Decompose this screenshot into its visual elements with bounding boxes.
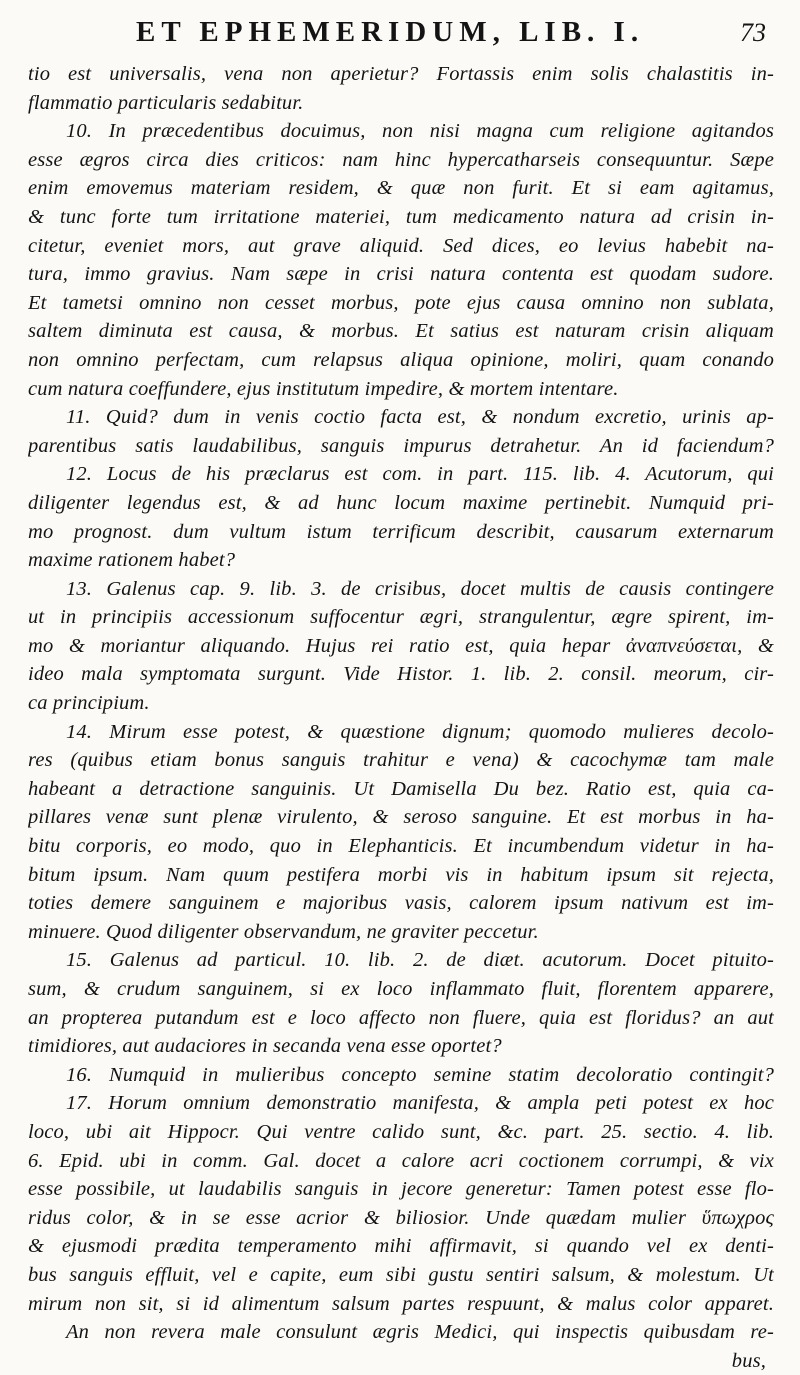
text-line: saltem diminuta est causa, & morbus. Et satius est naturam crisin aliquam: [28, 320, 774, 343]
section-13-start: 13. Galenus cap. 9. lib. 3. de crisibus, docet multis de causis contingere: [66, 577, 774, 600]
body-text: [28, 60, 774, 1375]
text-line: bitu corporis, eo modo, quo in Elephanticis. Et incumbendum videtur in ha-: [28, 835, 774, 858]
text-line: tio est universalis, vena non aperietur? Fortassis enim solis chalastitis in-: [28, 63, 774, 85]
text-line: parentibus satis laudabilibus, sanguis impurus detrahetur. An id faciendum?: [28, 434, 774, 457]
text-line: esse ægros circa dies criticos: nam hinc hypercatharseis consequuntur. Sæpe: [28, 148, 774, 171]
text-line: ut in principiis accessionum suffocentur ægri, strangulentur, ægre spirent, im-: [28, 606, 774, 629]
text-line: mo prognost. dum vultum istum terrificum describit, causarum externarum: [28, 520, 774, 543]
section-15-start: 15. Galenus ad particul. 10. lib. 2. de diæt. acutorum. Docet pituito-: [66, 949, 774, 972]
running-head: [136, 16, 766, 56]
text-line: minuere. Quod diligenter observandum, ne graviter peccetur.: [28, 920, 539, 943]
text-line: pillares venæ sunt plenæ virulento, & seroso sanguine. Et est morbus in ha-: [28, 806, 774, 829]
text-line: mo & moriantur aliquando. Hujus rei ratio est, quia hepar ἀναπνεύσεται, &: [28, 634, 774, 657]
text-line: enim emovemus materiam residem, & quæ non furit. Et si eam agitamus,: [28, 177, 774, 200]
section-10-start: 10. In præcedentibus docuimus, non nisi magna cum religione agitandos: [66, 120, 774, 143]
section-12-start: 12. Locus de his præclarus est com. in part. 115. lib. 4. Acutorum, qui: [66, 463, 774, 486]
catchword: bus,: [731, 1349, 766, 1372]
text-line: bitum ipsum. Nam quum pestifera morbi vis in habitum ipsum sit rejecta,: [28, 863, 774, 886]
text-line: loco, ubi ait Hippocr. Qui ventre calido sunt, &c. part. 25. sectio. 4. lib.: [28, 1120, 774, 1143]
text-line: an propterea putandum est e loco affecto non fluere, quia est floridus? an aut: [28, 1006, 774, 1029]
text-line: ca principium.: [28, 692, 150, 715]
text-line: habeant a detractione sanguinis. Ut Damisella Du bez. Ratio est, quia ca-: [28, 777, 774, 800]
section-17-start: 17. Horum omnium demonstratio manifesta, & ampla peti potest ex hoc: [66, 1092, 774, 1115]
text-line: ideo mala symptomata surgunt. Vide Histor. 1. lib. 2. consil. meorum, cir-: [28, 663, 774, 686]
text-line: & ejusmodi prædita temperamento mihi affirmavit, si quando vel ex denti-: [28, 1235, 774, 1258]
section-11-start: 11. Quid? dum in venis coctio facta est, & nondum excretio, urinis ap-: [66, 406, 774, 429]
text-line: & tunc forte tum irritatione materiei, tum medicamento natura ad crisin in-: [28, 205, 774, 228]
text-line: res (quibus etiam bonus sanguis trahitur e vena) & cacochymæ tam male: [28, 749, 774, 772]
text-line: diligenter legendus est, & ad hunc locum maxime pertinebit. Numquid pri-: [28, 491, 774, 514]
text-line: ridus color, & in se esse acrior & biliosior. Unde quædam mulier ὕπωχρος: [28, 1206, 774, 1229]
text-line: citetur, eveniet mors, aut grave aliquid. Sed dices, eo levius habebit na-: [28, 234, 774, 257]
text-line: 6. Epid. ubi in comm. Gal. docet a calore acri coctionem corrumpi, & vix: [28, 1149, 774, 1172]
text-line: flammatio particularis sedabitur.: [28, 91, 304, 114]
section-16-start: 16. Numquid in mulieribus concepto semine statim decoloratio contingit?: [66, 1063, 774, 1086]
text-line: sum, & crudum sanguinem, si ex loco inflammato fluit, florentem apparere,: [28, 978, 774, 1000]
page-number: 73: [740, 18, 766, 47]
text-line: maxime rationem habet?: [28, 549, 236, 572]
text-line: non omnino perfectam, cum relapsus aliqua opinione, moliri, quam conando: [28, 348, 774, 371]
text-line: timidiores, aut audaciores in secanda vena esse oportet?: [28, 1035, 502, 1058]
text-line: esse possibile, ut laudabilis sanguis in jecore generetur: Tamen potest esse flo-: [28, 1178, 774, 1201]
text-line: An non revera male consulunt ægris Medici, qui inspectis quibusdam re-: [66, 1321, 774, 1344]
text-line: cum natura coeffundere, ejus institutum impedire, & mortem intentare.: [28, 377, 619, 400]
text-line: tura, immo gravius. Nam sæpe in crisi natura contenta est quodam sudore.: [28, 263, 774, 286]
text-line: toties demere sanguinem e majoribus vasis, calorem ipsum nativum est im-: [28, 892, 774, 915]
text-line: Et tametsi omnino non cesset morbus, pote ejus causa omnino non sublata,: [28, 291, 774, 314]
text-line: bus sanguis effluit, vel e capite, eum sibi gustu sentiri salsum, & molestum. Ut: [28, 1263, 774, 1286]
section-14-start: 14. Mirum esse potest, & quæstione dignum; quomodo mulieres decolo-: [66, 720, 774, 743]
text-line: mirum non sit, si id alimentum salsum partes respuunt, & malus color apparet.: [28, 1292, 774, 1315]
running-title: ET EPHEMERIDUM, LIB. I.: [136, 16, 645, 48]
